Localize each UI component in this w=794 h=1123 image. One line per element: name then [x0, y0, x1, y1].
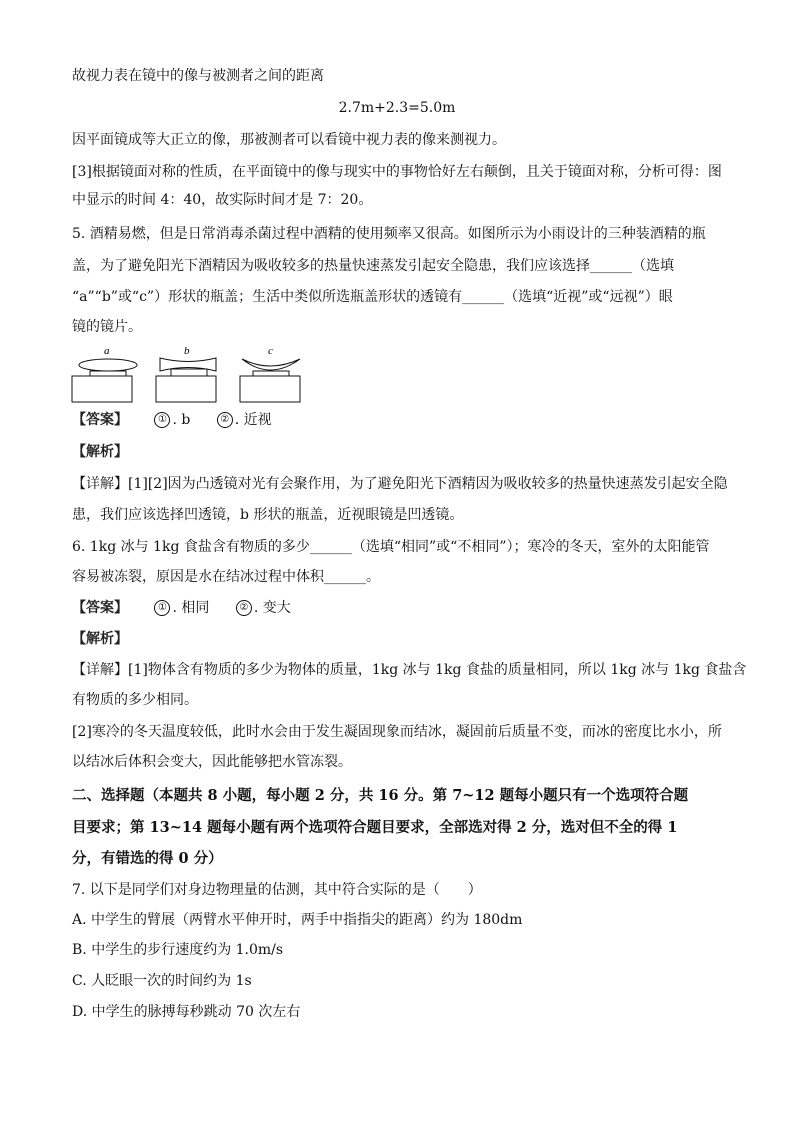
q6-answer-1 — [154, 598, 209, 618]
answer-text: . 相同 — [172, 600, 210, 616]
text-line: 盖，为了避免阳光下酒精因为吸收较多的热量快速蒸发引起安全隐患，我们应该选择______（选填 — [72, 258, 674, 274]
section-heading: 目要求；第 13~14 题每小题有两个选项符合题目要求，全部选对得 2 分，选对但不全的得 1 — [72, 819, 678, 836]
answer-text: . 近视 — [234, 412, 272, 428]
q5-answer-2 — [217, 410, 272, 430]
equation: 2.7m+2.3=5.0m — [338, 100, 456, 116]
cap-a-neck — [90, 371, 126, 376]
circled-number: ② — [217, 412, 233, 428]
analysis-label: 【解析】 — [72, 631, 128, 647]
text-line: 【详解】[1]物体含有物质的多少为物体的质量，1kg 冰与 1kg 食盐的质量相同，所以 1kg 冰与 1kg 食盐含 — [72, 662, 747, 678]
text-line: 【详解】[1][2]因为凸透镜对光有会聚作用，为了避免阳光下酒精因为吸收较多的热量快速蒸发引起安全隐 — [72, 476, 728, 492]
analysis-label: 【解析】 — [72, 444, 128, 460]
q5-answer-line — [72, 410, 732, 430]
text-line: “a”“b”或“c”）形状的瓶盖；生活中类似所选瓶盖形状的透镜有______（选填“近视”或“远视”）眼 — [72, 289, 673, 305]
analysis-tag — [72, 442, 732, 462]
circled-number: ② — [236, 600, 252, 616]
text-line: [2]寒冷的冬天温度较低，此时水会由于发生凝固现象而结冰，凝固前后质量不变，而冰的密度比水小，所 — [72, 724, 722, 740]
cap-c-bottle — [240, 376, 300, 402]
cap-c-neck — [253, 371, 289, 376]
text-line: 以结冰后体积会变大，因此能够把水管冻裂。 — [72, 754, 352, 770]
cap-c-label: c — [268, 345, 273, 357]
bottle-caps-figure — [68, 343, 308, 405]
text-line: [3]根据镜面对称的性质，在平面镜中的像与现实中的事物恰好左右颠倒，且关于镜面对称，分析可得：图 — [72, 164, 722, 180]
analysis-tag — [72, 629, 732, 649]
cap-a-shape — [79, 359, 137, 371]
section-heading: 二、选择题（本题共 8 小题，每小题 2 分，共 16 分。第 7~12 题每小题只有一个选项符合题 — [72, 787, 689, 804]
answer-tag: 【答案】 — [72, 600, 128, 616]
cap-b-bottle — [156, 376, 216, 402]
circled-number: ① — [154, 412, 170, 428]
text-line: 故视力表在镜中的像与被测者之间的距离 — [72, 68, 324, 84]
text-line: 有物质的多少相同。 — [72, 692, 198, 708]
text-line: 因平面镜成等大正立的像，那被测者可以看镜中视力表的像来测视力。 — [72, 132, 506, 148]
option-a: A. 中学生的臂展（两臂水平伸开时，两手中指指尖的距离）约为 180dm — [72, 912, 523, 928]
text-line: 容易被冻裂，原因是水在结冰过程中体积______。 — [72, 569, 380, 585]
cap-a-label: a — [104, 345, 110, 357]
section-heading: 分，有错选的得 0 分） — [72, 850, 223, 867]
text-line: 中显示的时间 4：40，故实际时间才是 7：20。 — [72, 192, 373, 208]
option-c: C. 人眨眼一次的时间约为 1s — [72, 973, 252, 989]
text-line: 患，我们应该选择凹透镜，b 形状的瓶盖，近视眼镜是凹透镜。 — [72, 507, 464, 523]
text-line: 镜的镜片。 — [72, 319, 142, 335]
question-6-stem: 6. 1kg 冰与 1kg 食盐含有物质的多少______（选填“相同”或“不相同”）；寒冷的冬天，室外的太阳能管 — [72, 539, 710, 555]
cap-c-shape — [242, 359, 300, 370]
cap-b-neck — [171, 369, 207, 376]
question-7-stem: 7. 以下是同学们对身边物理量的估测，其中符合实际的是（ ） — [72, 882, 482, 898]
option-d: D. 中学生的脉搏每秒跳动 70 次左右 — [72, 1004, 301, 1020]
question-5-stem: 5. 酒精易燃，但是日常消毒杀菌过程中酒精的使用频率又很高。如图所示为小雨设计的三种装酒精的瓶 — [72, 226, 706, 242]
q6-answer-2 — [236, 598, 291, 618]
option-b: B. 中学生的步行速度约为 1.0m/s — [72, 942, 284, 958]
answer-tag: 【答案】 — [72, 412, 128, 428]
q6-answer-line — [72, 598, 732, 618]
circled-number: ① — [154, 600, 170, 616]
answer-text: . 变大 — [253, 600, 291, 616]
q5-answer-1 — [154, 410, 190, 430]
cap-b-label: b — [184, 345, 190, 357]
cap-a-bottle — [72, 376, 132, 402]
answer-text: . b — [172, 412, 191, 428]
